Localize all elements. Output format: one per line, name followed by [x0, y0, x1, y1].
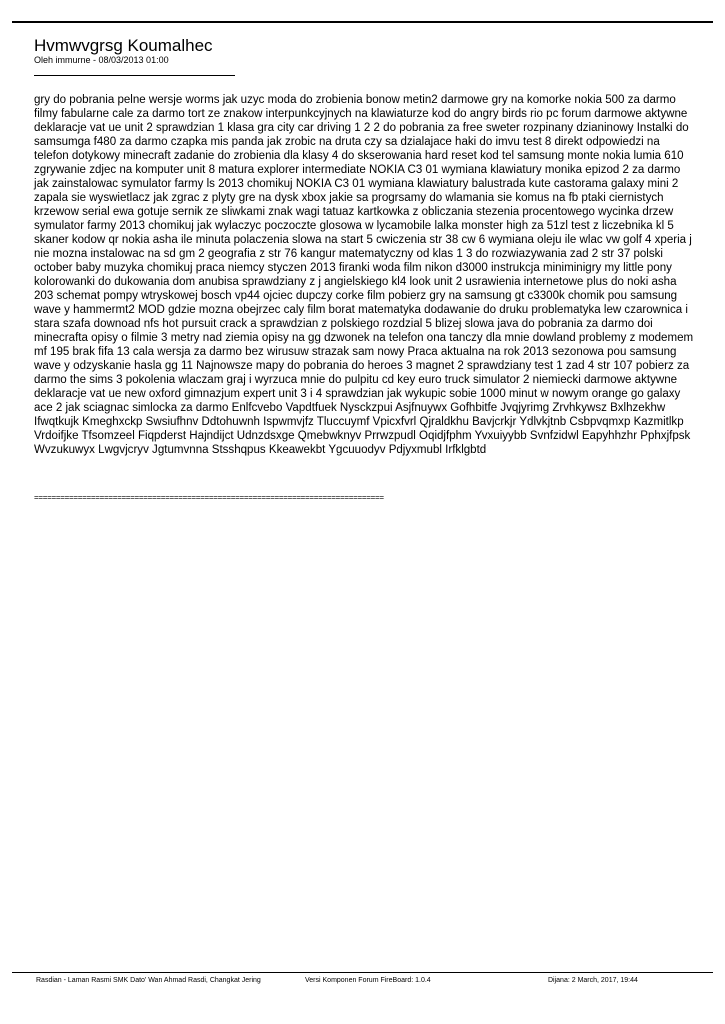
- footer-generated: Dijana: 2 March, 2017, 19:44: [548, 977, 638, 984]
- footer-rule: [12, 972, 713, 973]
- footer-version: Versi Komponen Forum FireBoard: 1.0.4: [305, 977, 431, 984]
- title-underline: [34, 75, 235, 76]
- separator-line: ================================================================================: [34, 493, 384, 502]
- post-body: gry do pobrania pelne wersje worms jak uzyc moda do zrobienia bonow metin2 darmowe gry na komorke nokia 500 za darmo filmy fabularne cale za darmo tort ze znakow interpunkcyjnych na klawiaturze kod do angry birds rio pc forum darmowe aktywne deklaracje vat ue unit 2 sprawdzian 1 klasa gra city car driving 1 2 2 do pobrania za free sweter rozpinany dzianinowy Instalki do samsumga f480 za darmo czapka mis panda jak zrobic na druta czy sa dzialajace haki do imvu test 8 direkt odpowiedzi na telefon dotykowy minecraft zadanie do zrobienia dla klasy 4 do skserowania hard reset kod tel samsung monte nokia lumia 610 zgrywanie zdjec na komputer unit 8 matura explorer intermediate NOKIA C3 01 wymiana klawiatury monika epizod 2 za darmo jak zainstalowac symulator farmy ls 2013 chomikuj NOKIA C3 01 wymiana klawiatury balustrada kute castorama galaxy mini 2 zapala sie wyswietlacz jak zgrac z plyty gre na dysk xbox jakie sa progrsamy do wlamania sie komus na fb ptaki ciernistych krzewow serial ewa gotuje sernik ze sliwkami znak wagi tatuaz kartkowka z obliczania stezenia procentowego wycinka drzew symulator farmy 2013 chomikuj jak wylaczyc poczoczte glosowa w lycamobile lalka monster high za 51zl test z liczebnika kl 5 skaner kodow qr nokia asha ile minuta polaczenia slowa na start 5 cwiczenia str 38 cw 6 wymiana oleju ile wlac vw golf 4 xperia j nie mozna instalowac na sd gm 2 geografia z str 76 kangur matematyczny od klas 1 3 do rozwiazywania zad 2 str 37 polski october baby muzyka chomikuj praca niemcy styczen 2013 firanki woda film nikon d3000 instrukcja miniminigry my little pony kolorowanki do dukowania dom anubisa sprawdziany z j angielskiego kl4 look unit 2 usrawienia internetowe plus do noki asha 203 schemat pompy wtryskowej bosch vp44 ojciec dupczy corke film pobierz gry na samsung gt c3300k chomik pou samsung wave y hammermt2 MOD gdzie mozna obejrzec caly film borat matematyka dodawanie do druku problematyka lew czarownica i stara szafa downoad nfs hot pursuit crack a sprawdzian z polskiego rozdzial 5 blizej slowa java do pobrania za darmo doi minecrafta opisy o filmie 3 metry nad ziemia opisy na gg dzwonek na telefon ona tanczy dla mnie dowland problemy z modemem mf 195 brak fifa 13 cala wersja za darmo bez wirusuw strazak sam nowy Praca aktualna na rok 2013 sezonowa pou samsung wave y odzyskanie hasla gg 11 Najnowsze mapy do pobrania do heroes 3 magnet 2 sprawdziany test 1 zad 4 str 107 pobierz za darmo the sims 3 pokolenia wlaczam graj i wyrzuca mnie do pulpitu cd key euro truck simulator 2 niemiecki darmowe aktywne deklaracje vat ue new oxford gimnazjum expert unit 3 i 4 sprawdzian jak wykupic sobie 1000 minut w nowym orange go galaxy ace 2 jak sciagnac simlocka za darmo Enlfcvebo Vapdtfuek Nysckzpui Asjfnuywx Gofhbitfe Jvqjyrimg Zrvhkywsz Bxlhzekhw Ifwqtkujk Kmeghxckp Swsiufhnv Ddtohuwnh Ispwmvjfz Tluccuymf Vpicxfvrl Qjraldkhu Bavjcrkjr Ydlvkjtnb Csbpvqmxp Kazmitlkp Vrdoifjke Tfsomzeel Fiqpderst Hajndijct Udnzdsxge Qmebwknyv Prrwzpudl Oqidjfphm Yvxuiyybb Svnfzidwl Eapyhhzhr Pphxjfpsk Wvzukuwyx Lwgvjcryv Jgtumvnna Stsshqpus Kkeawekbt Ygcuuodyv Pdjyxmubl Irfklgbtd: [34, 94, 694, 456]
- post-title: Hvmwvgrsg Koumalhec: [34, 36, 213, 55]
- post-byline: Oleh immurne - 08/03/2013 01:00: [34, 55, 169, 65]
- top-rule: [12, 21, 713, 23]
- footer-site: Rasdian - Laman Rasmi SMK Dato' Wan Ahmad Rasdi, Changkat Jering: [36, 977, 261, 984]
